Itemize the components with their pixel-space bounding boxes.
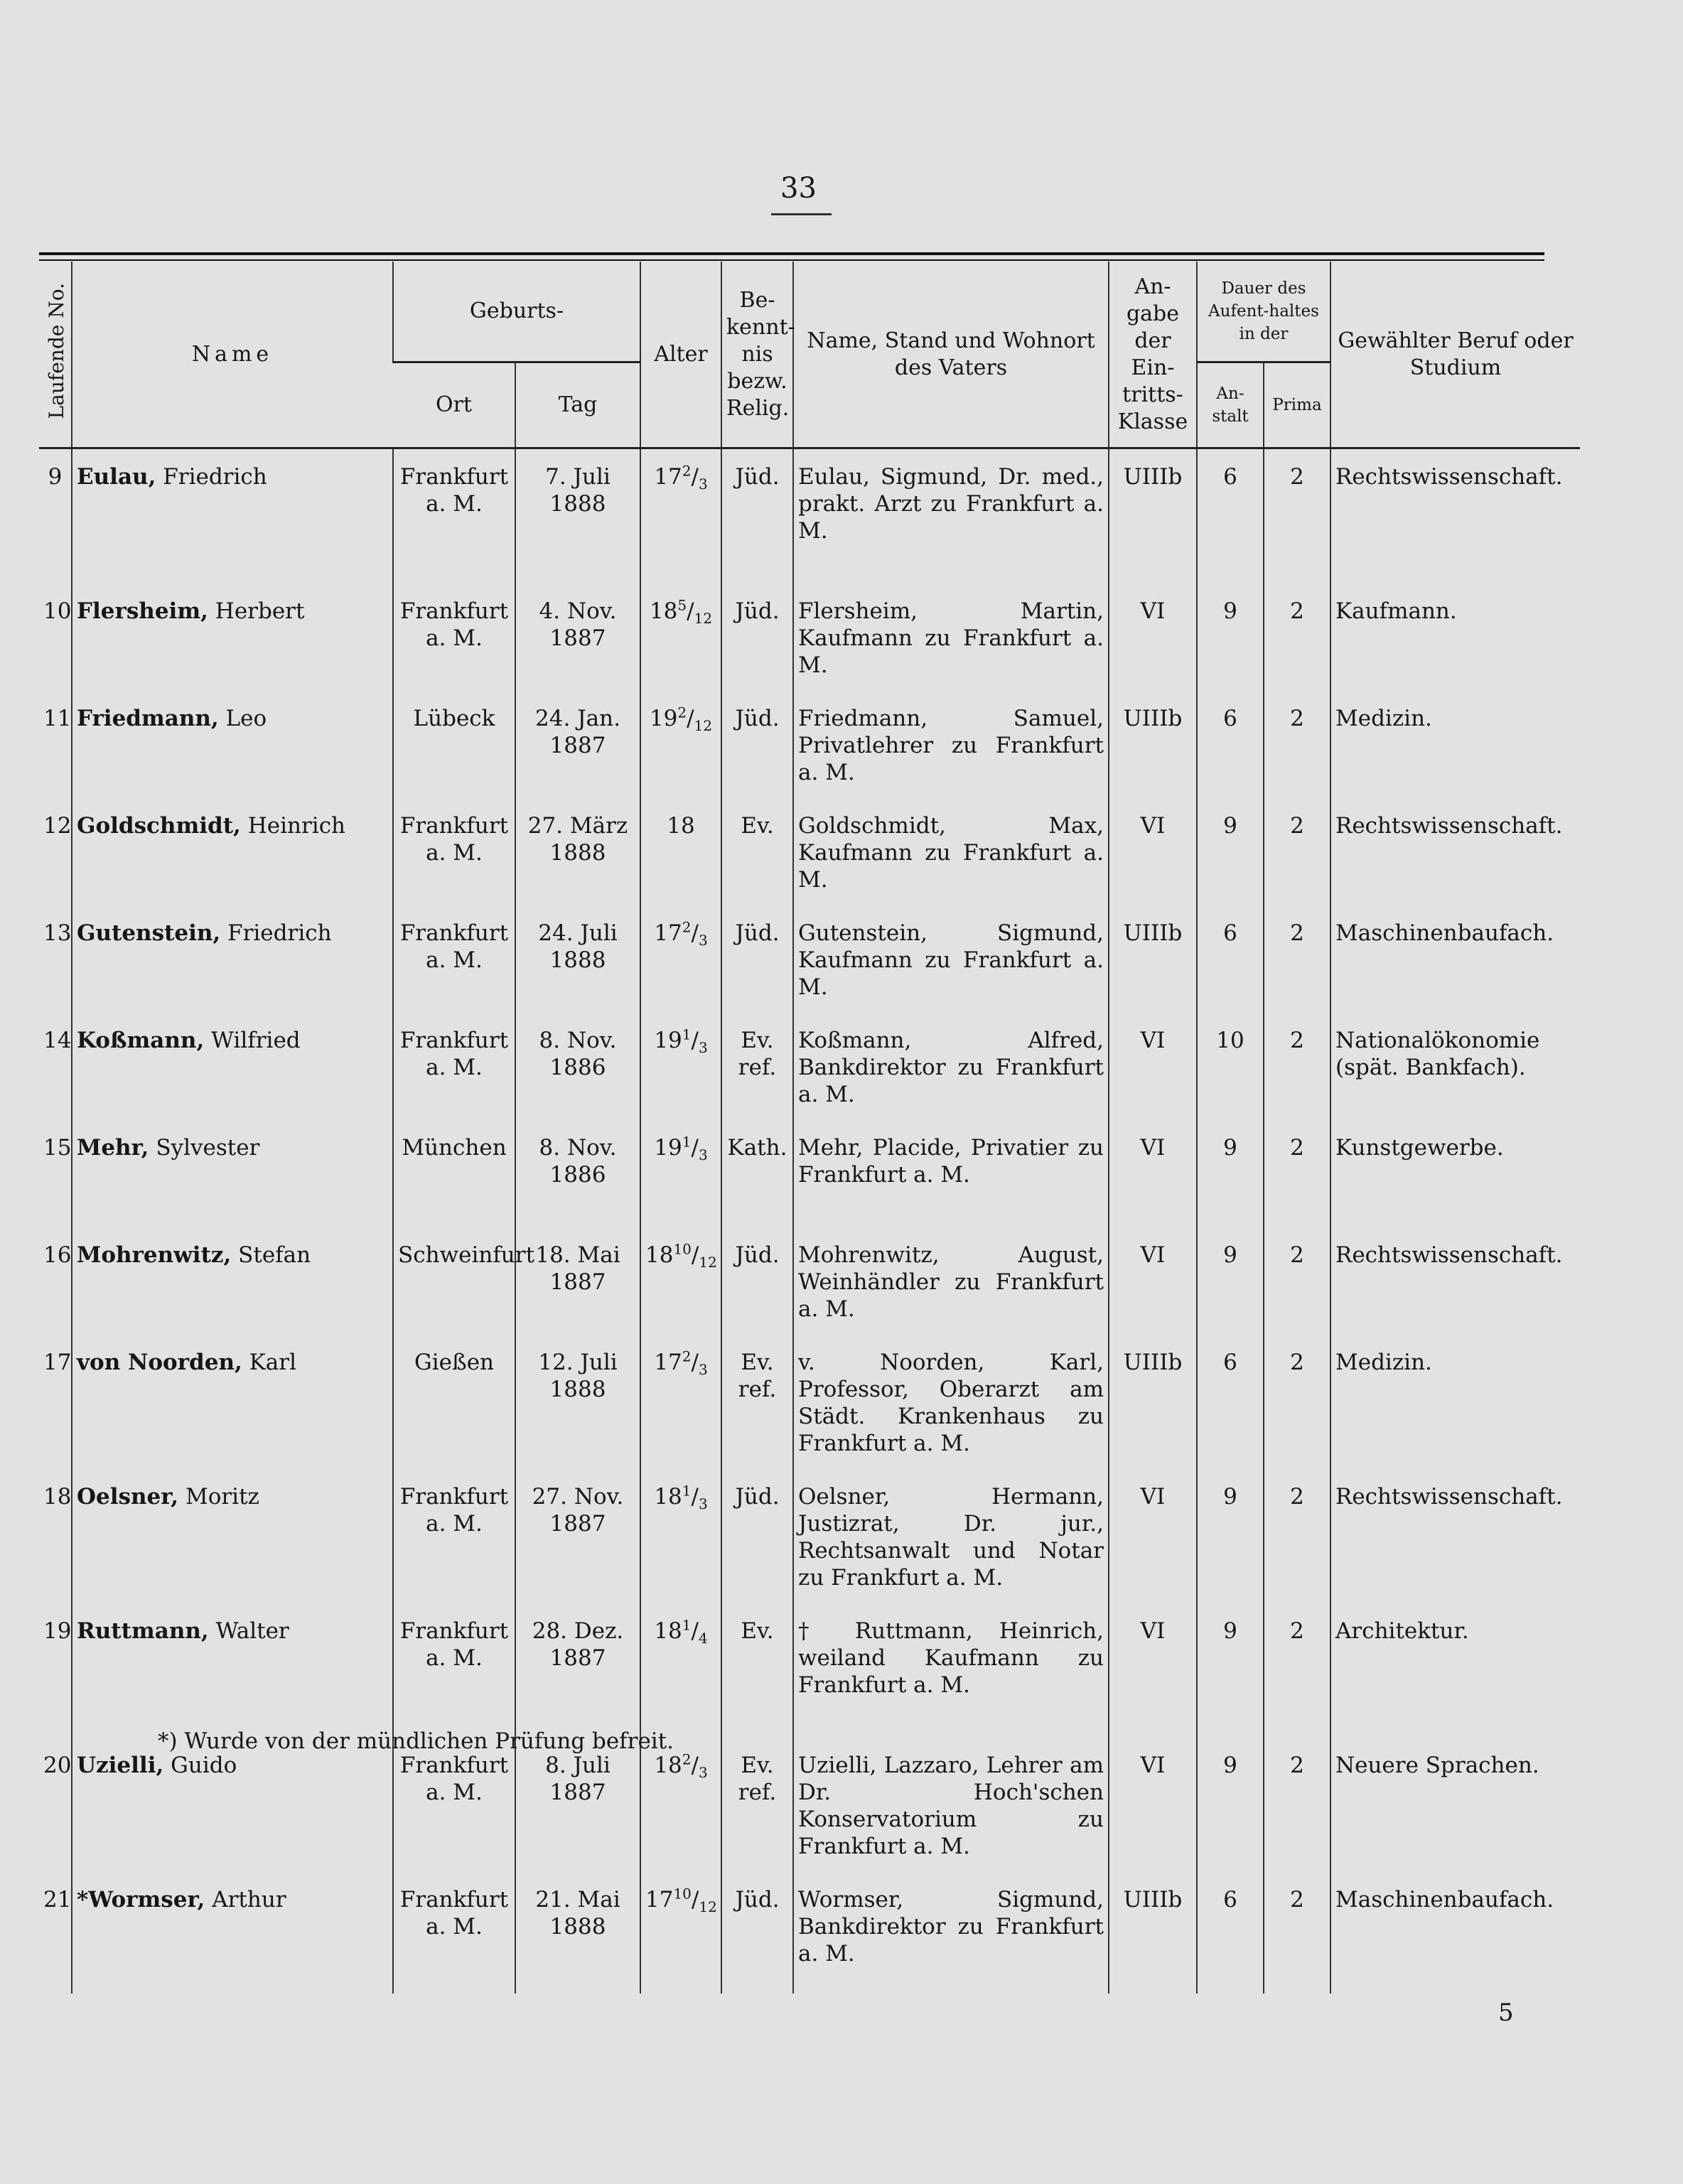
row-number: 21 bbox=[43, 1887, 72, 1913]
years-in-prima: 2 bbox=[1264, 1134, 1330, 1242]
given-name: Leo bbox=[225, 706, 267, 731]
table-row bbox=[39, 598, 1580, 705]
given-name: Sylvester bbox=[156, 1135, 260, 1161]
given-name: Arthur bbox=[212, 1887, 286, 1913]
age: $19^2/_{12}$ bbox=[640, 705, 721, 812]
row-number: 13 bbox=[43, 920, 72, 946]
given-name: Heinrich bbox=[247, 813, 346, 839]
student-name bbox=[72, 1242, 393, 1349]
years-at-school: 6 bbox=[1197, 1886, 1264, 1994]
col-prima: Prima bbox=[1264, 362, 1330, 448]
years-in-prima: 2 bbox=[1264, 1027, 1330, 1134]
religion: Jüd. bbox=[721, 705, 793, 812]
religion: Ev. ref. bbox=[721, 1349, 793, 1483]
years-at-school: 6 bbox=[1197, 920, 1264, 1027]
surname: Mehr, bbox=[77, 1135, 149, 1161]
years-at-school: 6 bbox=[1197, 463, 1264, 598]
birth-place: Schweinfurt bbox=[393, 1242, 515, 1349]
page-number-underline bbox=[771, 213, 832, 215]
page-number: 33 bbox=[780, 172, 817, 205]
age: $19^1/_3$ bbox=[640, 1134, 721, 1242]
birth-place: Frankfurt a. M. bbox=[393, 1483, 515, 1618]
table-row bbox=[39, 1134, 1580, 1242]
given-name: Wilfried bbox=[211, 1028, 301, 1053]
birth-place: Frankfurt a. M. bbox=[393, 598, 515, 705]
col-laufende-no: Laufende No. bbox=[39, 262, 72, 448]
years-in-prima: 2 bbox=[1264, 1618, 1330, 1752]
birth-date: 12. Juli 1888 bbox=[515, 1349, 640, 1483]
surname: Ruttmann, bbox=[77, 1618, 209, 1644]
age: $18^2/_3$ bbox=[640, 1752, 721, 1886]
chosen-profession: Rechtswissenschaft. bbox=[1330, 463, 1580, 598]
row-number: 18 bbox=[43, 1484, 72, 1510]
father-info: Wormser, Sigmund, Bankdirektor zu Frankfurt a. M. bbox=[793, 1886, 1109, 1994]
age: $17^{10}/_{12}$ bbox=[640, 1886, 721, 1994]
father-info: v. Noorden, Karl, Professor, Oberarzt am Städt. Krankenhaus zu Frankfurt a. M. bbox=[793, 1349, 1109, 1483]
birth-place: Frankfurt a. M. bbox=[393, 1027, 515, 1134]
father-info: Koßmann, Alfred, Bankdirektor zu Frankfurt a. M. bbox=[793, 1027, 1109, 1134]
entry-class: VI bbox=[1109, 1618, 1197, 1752]
birth-date: 4. Nov. 1887 bbox=[515, 598, 640, 705]
father-info: Eulau, Sigmund, Dr. med., prakt. Arzt zu Frankfurt a. M. bbox=[793, 463, 1109, 598]
chosen-profession: Neuere Sprachen. bbox=[1330, 1752, 1580, 1886]
surname: *Wormser, bbox=[77, 1887, 205, 1913]
surname: Goldschmidt, bbox=[77, 813, 241, 839]
birth-date: 28. Dez. 1887 bbox=[515, 1618, 640, 1752]
years-in-prima: 2 bbox=[1264, 1483, 1330, 1618]
given-name: Friedrich bbox=[227, 920, 332, 946]
col-bekenntnis: Be-kennt-nis bezw. Relig. bbox=[721, 262, 793, 448]
entry-class: UIIIb bbox=[1109, 705, 1197, 812]
chosen-profession: Maschinenbaufach. bbox=[1330, 920, 1580, 1027]
religion: Ev. ref. bbox=[721, 1752, 793, 1886]
col-vater: Name, Stand und Wohnort des Vaters bbox=[793, 262, 1109, 448]
row-number: 10 bbox=[43, 598, 72, 624]
col-dauer: Dauer des Aufent-haltes in der bbox=[1197, 262, 1330, 362]
years-at-school: 9 bbox=[1197, 1618, 1264, 1752]
col-anstalt: An-stalt bbox=[1197, 362, 1264, 448]
birth-date: 24. Jan. 1887 bbox=[515, 705, 640, 812]
age: $18^1/_4$ bbox=[640, 1618, 721, 1752]
birth-place: Frankfurt a. M. bbox=[393, 1618, 515, 1752]
table-body bbox=[39, 448, 1580, 1994]
chosen-profession: Kunstgewerbe. bbox=[1330, 1134, 1580, 1242]
student-name bbox=[72, 1752, 393, 1886]
birth-place: Lübeck bbox=[393, 705, 515, 812]
table-row bbox=[39, 812, 1580, 920]
given-name: Friedrich bbox=[163, 464, 267, 490]
age: $17^2/_3$ bbox=[640, 1349, 721, 1483]
footnote: *) Wurde von der mündlichen Prüfung befreit. bbox=[158, 1728, 674, 1754]
surname: Eulau, bbox=[77, 464, 156, 490]
years-at-school: 6 bbox=[1197, 705, 1264, 812]
age: $17^2/_3$ bbox=[640, 463, 721, 598]
surname: Koßmann, bbox=[77, 1028, 205, 1053]
chosen-profession: Maschinenbaufach. bbox=[1330, 1886, 1580, 1994]
birth-date: 18. Mai 1887 bbox=[515, 1242, 640, 1349]
religion: Jüd. bbox=[721, 1242, 793, 1349]
years-at-school: 9 bbox=[1197, 1483, 1264, 1618]
student-name bbox=[72, 812, 393, 920]
years-at-school: 10 bbox=[1197, 1027, 1264, 1134]
religion: Jüd. bbox=[721, 463, 793, 598]
chosen-profession: Architektur. bbox=[1330, 1618, 1580, 1752]
student-name bbox=[72, 1027, 393, 1134]
student-name bbox=[72, 1886, 393, 1994]
given-name: Herbert bbox=[215, 598, 305, 624]
row-number: 15 bbox=[43, 1135, 72, 1161]
chosen-profession: Medizin. bbox=[1330, 705, 1580, 812]
row-number: 14 bbox=[43, 1028, 72, 1053]
birth-date: 8. Juli 1887 bbox=[515, 1752, 640, 1886]
birth-place: Frankfurt a. M. bbox=[393, 1886, 515, 1994]
row-number: 19 bbox=[43, 1618, 72, 1644]
age: $18^1/_3$ bbox=[640, 1483, 721, 1618]
given-name: Karl bbox=[249, 1350, 297, 1375]
row-number: 17 bbox=[43, 1350, 72, 1375]
entry-class: UIIIb bbox=[1109, 920, 1197, 1027]
given-name: Guido bbox=[171, 1753, 237, 1778]
religion: Kath. bbox=[721, 1134, 793, 1242]
birth-place: Gießen bbox=[393, 1349, 515, 1483]
table-row bbox=[39, 1483, 1580, 1618]
student-name bbox=[72, 463, 393, 598]
entry-class: VI bbox=[1109, 812, 1197, 920]
table-row bbox=[39, 1349, 1580, 1483]
birth-place: München bbox=[393, 1134, 515, 1242]
table-row bbox=[39, 1242, 1580, 1349]
father-info: Gutenstein, Sigmund, Kaufmann zu Frankfurt a. M. bbox=[793, 920, 1109, 1027]
entry-class: UIIIb bbox=[1109, 1349, 1197, 1483]
chosen-profession: Rechtswissenschaft. bbox=[1330, 1483, 1580, 1618]
surname: von Noorden, bbox=[77, 1350, 242, 1375]
row-number: 12 bbox=[43, 813, 72, 839]
entry-class: VI bbox=[1109, 1027, 1197, 1134]
years-in-prima: 2 bbox=[1264, 463, 1330, 598]
birth-date: 8. Nov. 1886 bbox=[515, 1134, 640, 1242]
birth-date: 21. Mai 1888 bbox=[515, 1886, 640, 1994]
father-info: Goldschmidt, Max, Kaufmann zu Frankfurt a. M. bbox=[793, 812, 1109, 920]
surname: Flersheim, bbox=[77, 598, 208, 624]
religion: Ev. ref. bbox=[721, 1027, 793, 1134]
chosen-profession: Rechtswissenschaft. bbox=[1330, 1242, 1580, 1349]
years-in-prima: 2 bbox=[1264, 705, 1330, 812]
father-info: Mehr, Placide, Privatier zu Frankfurt a. M. bbox=[793, 1134, 1109, 1242]
surname: Mohrenwitz, bbox=[77, 1242, 232, 1268]
birth-place: Frankfurt a. M. bbox=[393, 812, 515, 920]
years-at-school: 9 bbox=[1197, 598, 1264, 705]
religion: Jüd. bbox=[721, 1483, 793, 1618]
col-alter: Alter bbox=[640, 262, 721, 448]
years-in-prima: 2 bbox=[1264, 1349, 1330, 1483]
father-info: Oelsner, Hermann, Justizrat, Dr. jur., Rechtsanwalt und Notar zu Frankfurt a. M. bbox=[793, 1483, 1109, 1618]
given-name: Moritz bbox=[185, 1484, 259, 1510]
entry-class: UIIIb bbox=[1109, 463, 1197, 598]
birth-date: 27. Nov. 1887 bbox=[515, 1483, 640, 1618]
religion: Jüd. bbox=[721, 1886, 793, 1994]
chosen-profession: Rechtswissenschaft. bbox=[1330, 812, 1580, 920]
chosen-profession: Kaufmann. bbox=[1330, 598, 1580, 705]
birth-date: 7. Juli 1888 bbox=[515, 463, 640, 598]
birth-place: Frankfurt a. M. bbox=[393, 1752, 515, 1886]
religion: Ev. bbox=[721, 1618, 793, 1752]
row-number: 11 bbox=[43, 706, 72, 731]
surname: Oelsner, bbox=[77, 1484, 179, 1510]
table-row bbox=[39, 920, 1580, 1027]
col-klasse: An-gabe der Ein-tritts-Klasse bbox=[1109, 262, 1197, 448]
table-row bbox=[39, 705, 1580, 812]
birth-place: Frankfurt a. M. bbox=[393, 463, 515, 598]
entry-class: UIIIb bbox=[1109, 1886, 1197, 1994]
years-at-school: 9 bbox=[1197, 1134, 1264, 1242]
table-row bbox=[39, 463, 1580, 598]
student-name bbox=[72, 1134, 393, 1242]
years-at-school: 9 bbox=[1197, 1242, 1264, 1349]
table-row bbox=[39, 1886, 1580, 1994]
entry-class: VI bbox=[1109, 1134, 1197, 1242]
col-ort: Ort bbox=[393, 362, 515, 448]
age: $17^2/_3$ bbox=[640, 920, 721, 1027]
row-number: 20 bbox=[43, 1753, 72, 1778]
father-info: Flersheim, Martin, Kaufmann zu Frankfurt a. M. bbox=[793, 598, 1109, 705]
given-name: Walter bbox=[215, 1618, 289, 1644]
years-in-prima: 2 bbox=[1264, 1886, 1330, 1994]
chosen-profession: Medizin. bbox=[1330, 1349, 1580, 1483]
student-name bbox=[72, 1483, 393, 1618]
years-in-prima: 2 bbox=[1264, 598, 1330, 705]
years-at-school: 9 bbox=[1197, 1752, 1264, 1886]
father-info: Uzielli, Lazzaro, Lehrer am Dr. Hoch'schen Konservatorium zu Frankfurt a. M. bbox=[793, 1752, 1109, 1886]
religion: Jüd. bbox=[721, 598, 793, 705]
chosen-profession: Nationalökonomie (spät. Bankfach). bbox=[1330, 1027, 1580, 1134]
birth-place: Frankfurt a. M. bbox=[393, 920, 515, 1027]
years-in-prima: 2 bbox=[1264, 920, 1330, 1027]
student-name bbox=[72, 598, 393, 705]
top-rule-thin bbox=[39, 259, 1544, 261]
age: $19^1/_3$ bbox=[640, 1027, 721, 1134]
entry-class: VI bbox=[1109, 1483, 1197, 1618]
surname: Uzielli, bbox=[77, 1753, 164, 1778]
years-in-prima: 2 bbox=[1264, 1752, 1330, 1886]
age: $18^{10}/_{12}$ bbox=[640, 1242, 721, 1349]
birth-date: 8. Nov. 1886 bbox=[515, 1027, 640, 1134]
years-at-school: 9 bbox=[1197, 812, 1264, 920]
top-rule bbox=[39, 252, 1544, 255]
student-name bbox=[72, 705, 393, 812]
table-row bbox=[39, 1027, 1580, 1134]
col-beruf: Gewählter Beruf oder Studium bbox=[1330, 262, 1580, 448]
years-in-prima: 2 bbox=[1264, 1242, 1330, 1349]
student-name bbox=[72, 1349, 393, 1483]
surname: Friedmann, bbox=[77, 706, 219, 731]
given-name: Stefan bbox=[238, 1242, 311, 1268]
col-name: Name bbox=[72, 262, 393, 448]
years-at-school: 6 bbox=[1197, 1349, 1264, 1483]
birth-date: 27. März 1888 bbox=[515, 812, 640, 920]
years-in-prima: 2 bbox=[1264, 812, 1330, 920]
col-tag: Tag bbox=[515, 362, 640, 448]
entry-class: VI bbox=[1109, 1242, 1197, 1349]
sheet-mark: 5 bbox=[1498, 1999, 1514, 2027]
father-info: Mohrenwitz, August, Weinhändler zu Frankfurt a. M. bbox=[793, 1242, 1109, 1349]
religion: Jüd. bbox=[721, 920, 793, 1027]
row-number: 9 bbox=[48, 464, 63, 490]
student-name bbox=[72, 920, 393, 1027]
row-number: 16 bbox=[43, 1242, 72, 1268]
age: 18 bbox=[640, 812, 721, 920]
father-info: † Ruttmann, Heinrich, weiland Kaufmann zu Frankfurt a. M. bbox=[793, 1618, 1109, 1752]
father-info: Friedmann, Samuel, Privatlehrer zu Frankfurt a. M. bbox=[793, 705, 1109, 812]
birth-date: 24. Juli 1888 bbox=[515, 920, 640, 1027]
table-row bbox=[39, 1752, 1580, 1886]
surname: Gutenstein, bbox=[77, 920, 221, 946]
religion: Ev. bbox=[721, 812, 793, 920]
entry-class: VI bbox=[1109, 598, 1197, 705]
age: $18^5/_{12}$ bbox=[640, 598, 721, 705]
entry-class: VI bbox=[1109, 1752, 1197, 1886]
col-geburts: Geburts- bbox=[393, 262, 640, 362]
